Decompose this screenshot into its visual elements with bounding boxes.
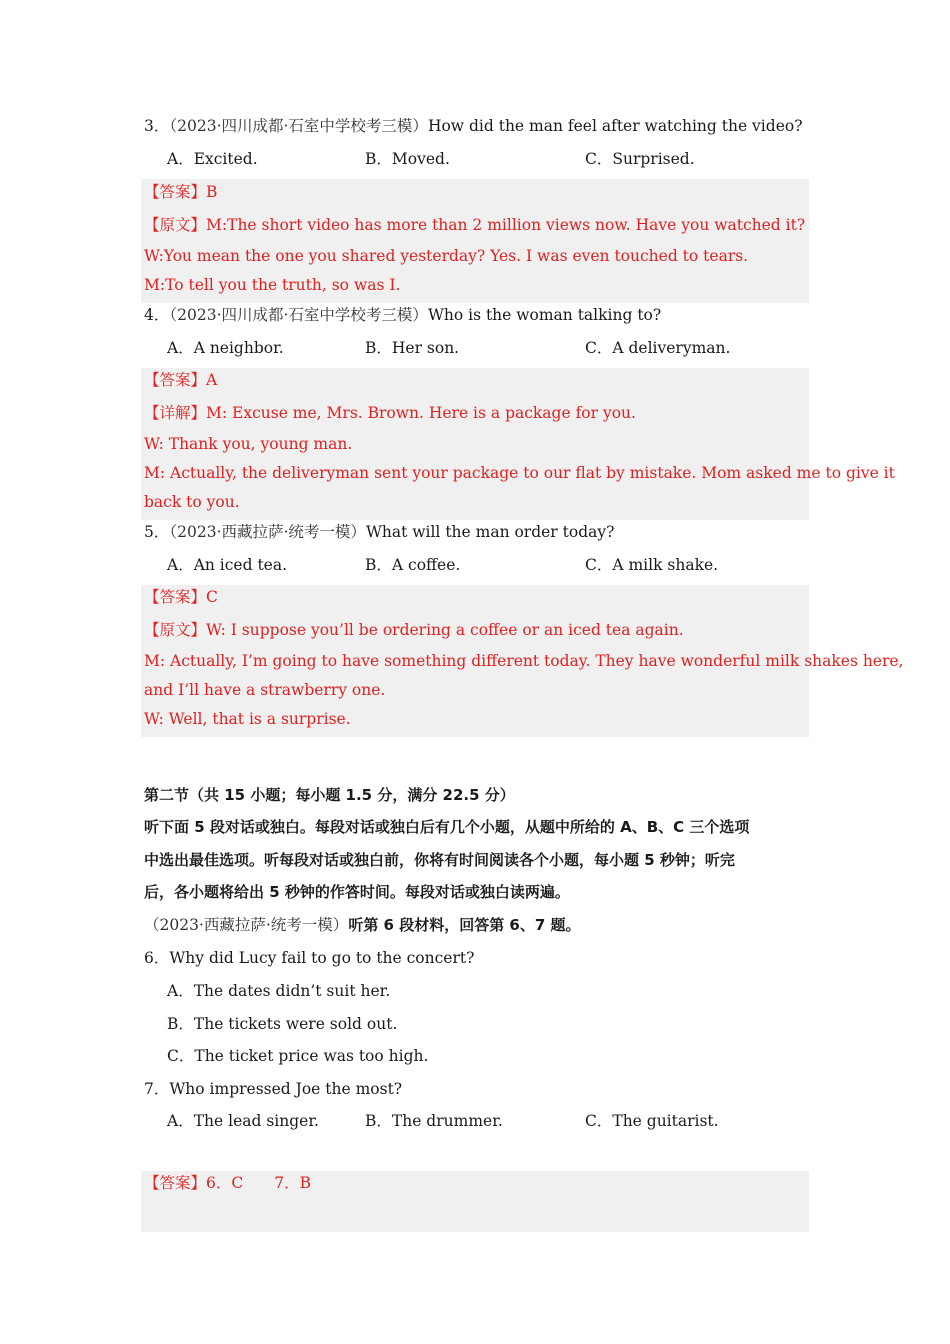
option-c: C．Surprised. (585, 150, 695, 168)
question-text: Why did Lucy fail to go to the concert? (169, 949, 475, 967)
answer-value: C (206, 588, 218, 606)
transcript-label: 【原文】 (144, 621, 207, 639)
section-instructions: 中选出最佳选项。听每段对话或独白前，你将有时间阅读各个小题，每小题 5 秒钟；听完 (144, 851, 735, 869)
option-a: A．A neighbor. (167, 339, 284, 357)
option-c: C．The guitarist. (585, 1112, 719, 1130)
answer-line (144, 586, 218, 608)
option-a: A．The dates didn’t suit her. (167, 982, 391, 1000)
option-b: B．The drummer. (365, 1112, 503, 1130)
question-number: 6． (144, 949, 170, 967)
question-text: Who impressed Joe the most? (169, 1080, 403, 1098)
answer-value: 6．C 7．B (206, 1174, 311, 1192)
transcript-line (144, 619, 684, 641)
answer-label: 【答案】 (144, 183, 207, 201)
answer-value: A (206, 371, 218, 389)
material-text: 听第 6 段材料，回答第 6、7 题。 (348, 916, 581, 934)
question-source: （2023·四川成都·石室中学校考三模） (169, 306, 428, 324)
section-instructions: 听下面 5 段对话或独白。每段对话或独白后有几个小题，从题中所给的 A、B、C 三个选项 (144, 818, 750, 836)
option-a: A．An iced tea. (167, 556, 288, 574)
question-5 (144, 521, 614, 543)
transcript-line: W:You mean the one you shared yesterday? Yes. I was even touched to tears. (144, 247, 749, 265)
question-number: 5． (144, 523, 170, 541)
question-number: 4． (144, 306, 170, 324)
question-text: What will the man order today? (365, 523, 615, 541)
option-b: B．Her son. (365, 339, 460, 357)
explanation-line (144, 402, 636, 424)
answer-value: B (206, 183, 218, 201)
material-source: （2023·西藏拉萨·统考一模） (144, 916, 349, 934)
option-c: C．The ticket price was too high. (167, 1047, 429, 1065)
option-a: A．Excited. (167, 150, 258, 168)
section-heading: 第二节（共 15 小题；每小题 1.5 分，满分 22.5 分） (144, 786, 515, 804)
answer-label: 【答案】 (144, 1174, 207, 1192)
transcript-line: W: Well, that is a surprise. (144, 710, 351, 728)
material-intro (144, 914, 581, 936)
option-b: B．A coffee. (365, 556, 461, 574)
answer-line (144, 369, 217, 391)
explanation-text: M: Excuse me, Mrs. Brown. Here is a package for you. (206, 404, 636, 422)
option-b: B．Moved. (365, 150, 450, 168)
transcript-line (144, 214, 805, 236)
transcript-text: M:The short video has more than 2 million views now. Have you watched it? (206, 216, 806, 234)
option-c: C．A milk shake. (585, 556, 719, 574)
transcript-text: W: I suppose you’ll be ordering a coffee or an iced tea again. (206, 621, 684, 639)
question-text: How did the man feel after watching the video? (427, 117, 803, 135)
question-text: Who is the woman talking to? (427, 306, 662, 324)
explanation-label: 【详解】 (144, 404, 207, 422)
section-instructions: 后，各小题将给出 5 秒钟的作答时间。每段对话或独白读两遍。 (144, 883, 570, 901)
option-a: A．The lead singer. (167, 1112, 319, 1130)
option-c: C．A deliveryman. (585, 339, 731, 357)
answer-label: 【答案】 (144, 588, 207, 606)
question-number: 3． (144, 117, 170, 135)
question-6 (144, 947, 474, 969)
question-source: （2023·四川成都·石室中学校考三模） (169, 117, 428, 135)
question-3 (144, 115, 803, 137)
transcript-line: back to you. (144, 493, 240, 511)
answer-line (144, 1172, 311, 1194)
option-b: B．The tickets were sold out. (167, 1015, 398, 1033)
transcript-line: M: Actually, I’m going to have something different today. They have wonderful milk shakes here, (144, 652, 904, 670)
transcript-line: M: Actually, the deliveryman sent your package to our flat by mistake. Mom asked me to give it (144, 464, 895, 482)
question-source: （2023·西藏拉萨·统考一模） (169, 523, 366, 541)
transcript-label: 【原文】 (144, 216, 207, 234)
answer-line (144, 181, 217, 203)
transcript-line: and I’ll have a strawberry one. (144, 681, 386, 699)
question-7 (144, 1078, 402, 1100)
transcript-line: M:To tell you the truth, so was I. (144, 276, 401, 294)
question-number: 7． (144, 1080, 170, 1098)
transcript-line: W: Thank you, young man. (144, 435, 353, 453)
answer-label: 【答案】 (144, 371, 207, 389)
question-4 (144, 304, 661, 326)
